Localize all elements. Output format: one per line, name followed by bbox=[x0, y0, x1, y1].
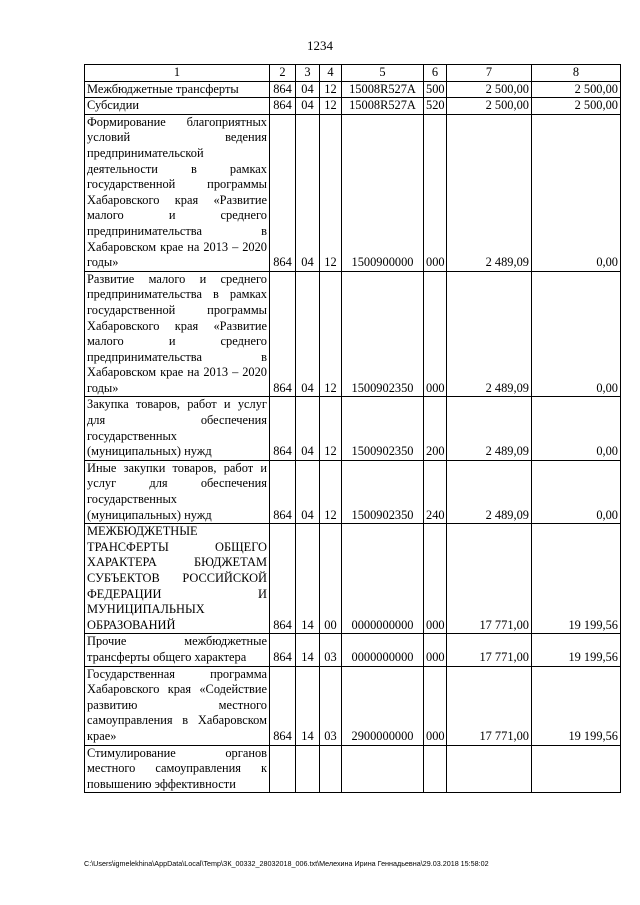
table-row bbox=[85, 397, 621, 460]
row-pr-cell: 00 bbox=[320, 524, 342, 634]
table-row bbox=[85, 745, 621, 793]
row-vr-cell: 000 bbox=[424, 634, 447, 666]
row-name-cell: Развитие малого и среднего предпринимательства в рамках государственной программы Хабаровского края «Развитие малого и среднего предпринимательства в Хабаровском крае на 2013 – 2020 годы» bbox=[85, 271, 270, 397]
row-vid-cell bbox=[270, 745, 296, 793]
row-rz-cell: 04 bbox=[296, 98, 320, 115]
row-sum-2019-cell: 19 199,56 bbox=[532, 666, 621, 745]
row-csr-cell: 15008R527A bbox=[342, 81, 424, 98]
row-pr-cell: 03 bbox=[320, 634, 342, 666]
row-name-cell: Иные закупки товаров, работ и услуг для обеспечения государственных (муниципальных) нужд bbox=[85, 460, 270, 523]
row-name-cell: Формирование благоприятных условий ведения предпринимательской деятельности в рамках государственной программы Хабаровского края «Развитие малого и среднего предпринимательства в Хабаровском крае на 2013 – 2020 годы» bbox=[85, 114, 270, 271]
column-header: 4 bbox=[320, 65, 342, 82]
row-sum-2019-cell: 0,00 bbox=[532, 460, 621, 523]
table-row bbox=[85, 114, 621, 271]
row-sum-2018-cell: 2 489,09 bbox=[447, 460, 532, 523]
row-sum-2019-cell: 19 199,56 bbox=[532, 634, 621, 666]
row-vr-cell: 000 bbox=[424, 666, 447, 745]
row-vr-cell bbox=[424, 745, 447, 793]
row-rz-cell: 14 bbox=[296, 666, 320, 745]
row-sum-2019-cell bbox=[532, 745, 621, 793]
row-sum-2018-cell bbox=[447, 745, 532, 793]
row-sum-2018-cell: 2 500,00 bbox=[447, 98, 532, 115]
row-rz-cell: 14 bbox=[296, 634, 320, 666]
row-sum-2018-cell: 2 489,09 bbox=[447, 397, 532, 460]
column-header: 2 bbox=[270, 65, 296, 82]
row-vr-cell: 500 bbox=[424, 81, 447, 98]
row-rz-cell: 04 bbox=[296, 460, 320, 523]
row-name-cell: Закупка товаров, работ и услуг для обеспечения государственных (муниципальных) нужд bbox=[85, 397, 270, 460]
row-vr-cell: 000 bbox=[424, 271, 447, 397]
row-sum-2018-cell: 2 500,00 bbox=[447, 81, 532, 98]
row-csr-cell: 0000000000 bbox=[342, 524, 424, 634]
row-vr-cell: 000 bbox=[424, 114, 447, 271]
row-vr-cell: 240 bbox=[424, 460, 447, 523]
column-header: 1 bbox=[85, 65, 270, 82]
table-row bbox=[85, 271, 621, 397]
row-pr-cell bbox=[320, 745, 342, 793]
row-name-cell: Субсидии bbox=[85, 98, 270, 115]
row-csr-cell: 1500902350 bbox=[342, 271, 424, 397]
row-pr-cell: 12 bbox=[320, 460, 342, 523]
row-rz-cell: 14 bbox=[296, 524, 320, 634]
row-vr-cell: 000 bbox=[424, 524, 447, 634]
table-row bbox=[85, 666, 621, 745]
row-csr-cell: 1500902350 bbox=[342, 460, 424, 523]
row-csr-cell: 0000000000 bbox=[342, 634, 424, 666]
row-rz-cell bbox=[296, 745, 320, 793]
row-csr-cell bbox=[342, 745, 424, 793]
row-sum-2018-cell: 17 771,00 bbox=[447, 634, 532, 666]
row-sum-2019-cell: 2 500,00 bbox=[532, 81, 621, 98]
row-vid-cell: 864 bbox=[270, 666, 296, 745]
table-row bbox=[85, 460, 621, 523]
file-path-footer: C:\Users\igmelekhina\AppData\Local\Temp\ЗК_00332_28032018_006.txt\Мелехина Ирина Геннадьевна\29.03.2018 15:58:02 bbox=[84, 859, 489, 868]
row-rz-cell: 04 bbox=[296, 81, 320, 98]
row-name-cell: Межбюджетные трансферты bbox=[85, 81, 270, 98]
table-row bbox=[85, 98, 621, 115]
row-vid-cell: 864 bbox=[270, 634, 296, 666]
row-rz-cell: 04 bbox=[296, 114, 320, 271]
row-pr-cell: 12 bbox=[320, 98, 342, 115]
row-vid-cell: 864 bbox=[270, 271, 296, 397]
row-vid-cell: 864 bbox=[270, 460, 296, 523]
row-sum-2018-cell: 17 771,00 bbox=[447, 666, 532, 745]
row-sum-2019-cell: 0,00 bbox=[532, 397, 621, 460]
row-sum-2019-cell: 2 500,00 bbox=[532, 98, 621, 115]
row-csr-cell: 15008R527A bbox=[342, 98, 424, 115]
page-number: 1234 bbox=[307, 38, 333, 53]
column-header: 5 bbox=[342, 65, 424, 82]
row-name-cell: Стимулирование органов местного самоуправления к повышению эффективности bbox=[85, 745, 270, 793]
row-name-cell: Прочие межбюджетные трансферты общего характера bbox=[85, 634, 270, 666]
row-vid-cell: 864 bbox=[270, 98, 296, 115]
row-csr-cell: 1500902350 bbox=[342, 397, 424, 460]
row-vid-cell: 864 bbox=[270, 524, 296, 634]
row-vr-cell: 520 bbox=[424, 98, 447, 115]
column-header: 6 bbox=[424, 65, 447, 82]
row-name-cell: МЕЖБЮДЖЕТНЫЕ ТРАНСФЕРТЫ ОБЩЕГО ХАРАКТЕРА БЮДЖЕТАМ СУБЪЕКТОВ РОССИЙСКОЙ ФЕДЕРАЦИИ И МУНИЦИПАЛЬНЫХ ОБРАЗОВАНИЙ bbox=[85, 524, 270, 634]
table-header-row bbox=[85, 65, 621, 82]
column-header: 3 bbox=[296, 65, 320, 82]
column-header: 7 bbox=[447, 65, 532, 82]
row-csr-cell: 2900000000 bbox=[342, 666, 424, 745]
row-sum-2019-cell: 0,00 bbox=[532, 271, 621, 397]
row-sum-2018-cell: 2 489,09 bbox=[447, 271, 532, 397]
row-name-cell: Государственная программа Хабаровского края «Содействие развитию местного самоуправления в Хабаровском крае» bbox=[85, 666, 270, 745]
row-csr-cell: 1500900000 bbox=[342, 114, 424, 271]
row-rz-cell: 04 bbox=[296, 271, 320, 397]
budget-table bbox=[84, 64, 621, 793]
row-vid-cell: 864 bbox=[270, 397, 296, 460]
row-pr-cell: 12 bbox=[320, 271, 342, 397]
row-pr-cell: 03 bbox=[320, 666, 342, 745]
row-vid-cell: 864 bbox=[270, 114, 296, 271]
row-pr-cell: 12 bbox=[320, 114, 342, 271]
row-sum-2018-cell: 17 771,00 bbox=[447, 524, 532, 634]
row-pr-cell: 12 bbox=[320, 81, 342, 98]
row-vid-cell: 864 bbox=[270, 81, 296, 98]
row-sum-2018-cell: 2 489,09 bbox=[447, 114, 532, 271]
table-row bbox=[85, 634, 621, 666]
row-sum-2019-cell: 19 199,56 bbox=[532, 524, 621, 634]
table-row bbox=[85, 524, 621, 634]
row-rz-cell: 04 bbox=[296, 397, 320, 460]
column-header: 8 bbox=[532, 65, 621, 82]
table-row bbox=[85, 81, 621, 98]
row-vr-cell: 200 bbox=[424, 397, 447, 460]
row-pr-cell: 12 bbox=[320, 397, 342, 460]
row-sum-2019-cell: 0,00 bbox=[532, 114, 621, 271]
